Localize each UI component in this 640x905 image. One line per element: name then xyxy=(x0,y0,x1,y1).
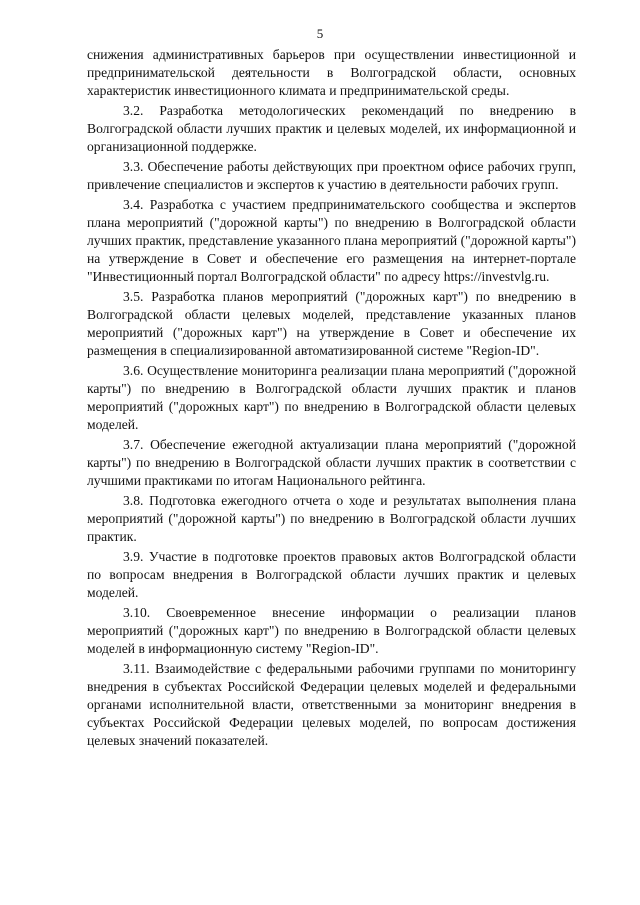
page-number: 5 xyxy=(316,26,324,41)
paragraph-3-8: 3.8. Подготовка ежегодного отчета о ходе и результатах выполнения плана мероприятий ("дорожной карты") по внедрению в Волгоградской области лучших практик. xyxy=(87,493,576,544)
paragraph-3-10: 3.10. Своевременное внесение информации о реализации планов мероприятий ("дорожных карт") по внедрению в Волгоградской области целевых моделей в информационную систему "Region-ID". xyxy=(87,605,576,656)
paragraph-3-2: 3.2. Разработка методологических рекомендаций по внедрению в Волгоградской области лучших практик и целевых моделей, их информационной и организационной поддержке. xyxy=(87,103,576,154)
paragraph-3-5: 3.5. Разработка планов мероприятий ("дорожных карт") по внедрению в Волгоградской области целевых моделей, представление указанных планов мероприятий ("дорожных карт") на утверждение в Совет и обеспечение их размещения в специализированной автоматизированной системе "Region-ID". xyxy=(87,289,576,358)
paragraph-3-3: 3.3. Обеспечение работы действующих при проектном офисе рабочих групп, привлечение специалистов и экспертов к участию в деятельности рабочих групп. xyxy=(87,159,576,192)
paragraph-3-7: 3.7. Обеспечение ежегодной актуализации плана мероприятий ("дорожной карты") по внедрению в Волгоградской области лучших практик в соответствии с лучшими практиками по итогам Национального рейтинга. xyxy=(87,437,576,488)
paragraph-3-9: 3.9. Участие в подготовке проектов правовых актов Волгоградской области по вопросам внедрения в Волгоградской области лучших практик и целевых моделей. xyxy=(87,549,576,600)
paragraph-3-4: 3.4. Разработка с участием предпринимательского сообщества и экспертов плана мероприятий ("дорожной карты") по внедрению в Волгоградской области лучших практик, представление указанного плана мероприятий ("дорожной карты") на утверждение в Совет и обеспечение его размещения на интернет-портале "Инвестиционный портал Волгоградской области" по адресу https://investvlg.ru. xyxy=(87,197,576,284)
document-body xyxy=(87,46,576,752)
paragraph-3-6: 3.6. Осуществление мониторинга реализации плана мероприятий ("дорожной карты") по внедрению в Волгоградской области лучших практик и планов мероприятий ("дорожных карт") по внедрению в Волгоградской области целевых моделей. xyxy=(87,363,576,432)
paragraph-3-11: 3.11. Взаимодействие с федеральными рабочими группами по мониторингу внедрения в субъектах Российской Федерации целевых моделей и федеральными органами исполнительной власти, ответственными за мониторинг внедрения в субъектах Российской Федерации целевых моделей, по вопросам достижения целевых значений показателей. xyxy=(87,661,576,748)
paragraph-continuation: снижения административных барьеров при осуществлении инвестиционной и предпринимательской деятельности в Волгоградской области, основных характеристик инвестиционного климата и предпринимательской среды. xyxy=(87,47,576,98)
